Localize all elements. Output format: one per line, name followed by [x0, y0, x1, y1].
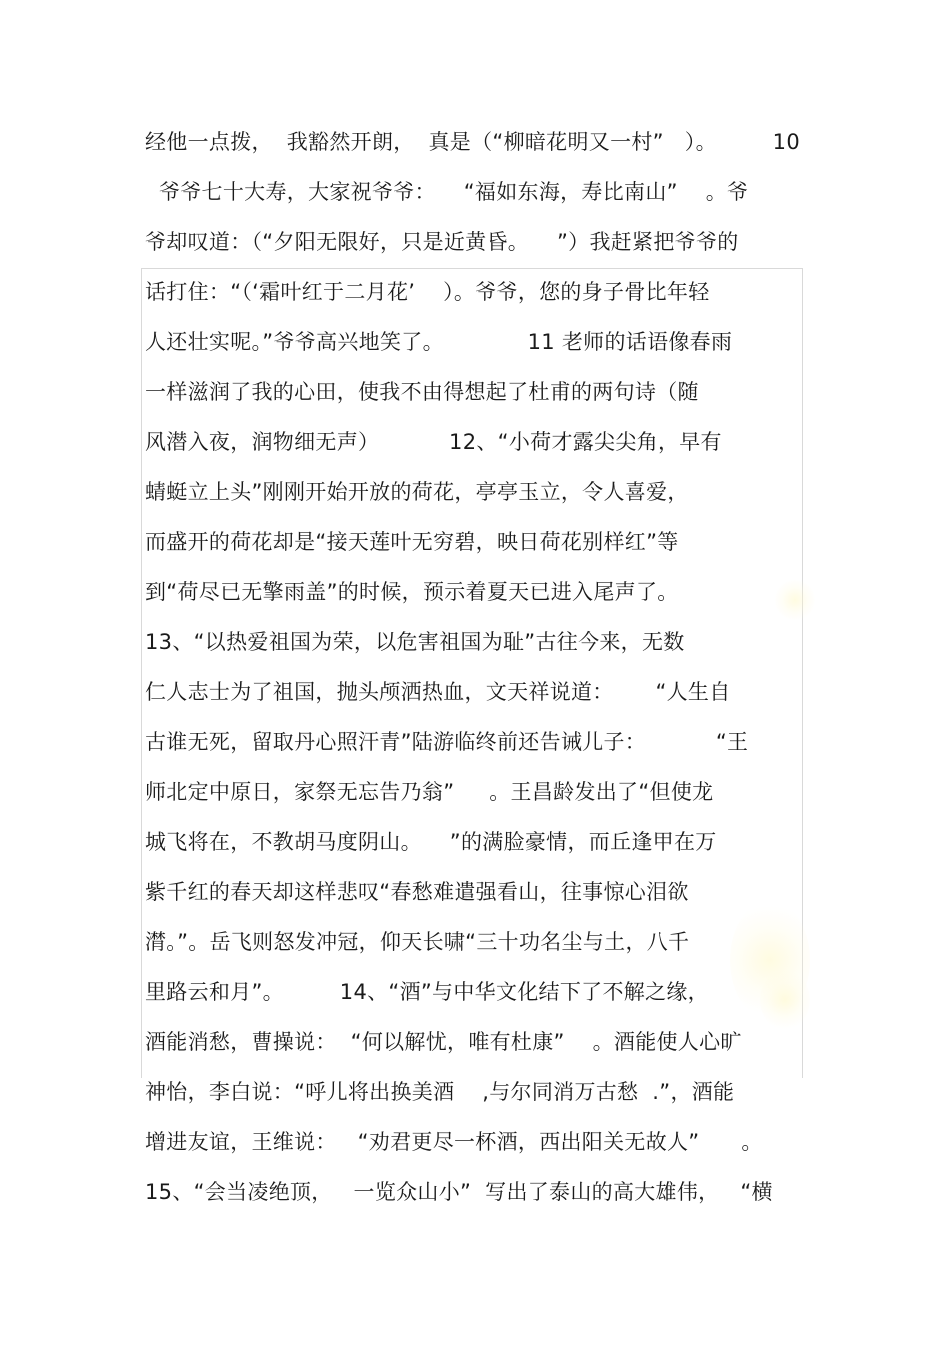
faint-watermark-glow — [760, 970, 810, 1030]
text-line: 爷爷七十大寿，大家祝爷爷： “福如东海，寿比南山” 。爷 — [145, 180, 749, 204]
text-line: 古谁无死，留取丹心照汗青”陆游临终前还告诫儿子： “王 — [145, 730, 749, 754]
text-line: 里路云和月”。 14、“酒”与中华文化结下了不解之缘， — [145, 980, 709, 1004]
text-line: 酒能消愁，曹操说： “何以解忧，唯有杜康” 。酒能使人心旷 — [145, 1030, 742, 1054]
text-line: 爷却叹道：（“夕阳无限好，只是近黄昏。 ”）我赶紧把爷爷的 — [145, 230, 739, 254]
text-line: 潸。”。岳飞则怒发冲冠，仰天长啸“三十功名尘与土，八千 — [145, 930, 690, 954]
text-line: 仁人志士为了祖国，抛头颅洒热血，文天祥说道： “人生自 — [145, 680, 731, 704]
text-line: 经他一点拨， 我豁然开朗， 真是（“柳暗花明又一村” ）。 10 — [145, 130, 801, 154]
text-line: 师北定中原日，家祭无忘告乃翁” 。王昌龄发出了“但使龙 — [145, 780, 714, 804]
text-line: 蜻蜓立上头”刚刚开始开放的荷花，亭亭玉立，令人喜爱， — [145, 480, 689, 504]
text-line: 话打住：“（‘霜叶红于二月花’ ）。爷爷，您的身子骨比年轻 — [145, 280, 710, 304]
text-line: 城飞将在，不教胡马度阴山。 ”的满脸豪情，而丘逢甲在万 — [145, 830, 717, 854]
text-line: 紫千红的春天却这样悲叹“春愁难遣强看山，往事惊心泪欲 — [145, 880, 689, 904]
text-line: 而盛开的荷花却是“接天莲叶无穷碧，映日荷花别样红”等 — [145, 530, 679, 554]
text-line: 一样滋润了我的心田，使我不由得想起了杜甫的两句诗（随 — [145, 380, 699, 404]
text-line: 15、“会当凌绝顶， 一览众山小” 写出了泰山的高大雄伟， “横 — [145, 1180, 773, 1204]
text-line: 风潜入夜，润物细无声） 12、“小荷才露尖尖角，早有 — [145, 430, 722, 454]
faint-watermark-glow — [775, 580, 815, 620]
text-line: 神怡，李白说：“呼儿将出换美酒 ,与尔同消万古愁 .”，酒能 — [145, 1080, 735, 1104]
text-line: 13、“以热爱祖国为荣，以危害祖国为耻”古往今来，无数 — [145, 630, 685, 654]
text-line: 增进友谊，王维说： “劝君更尽一杯酒，西出阳关无故人” 。 — [145, 1130, 763, 1154]
text-line: 人还壮实呢。”爷爷高兴地笑了。 11 老师的话语像春雨 — [145, 330, 733, 354]
text-line: 到“荷尽已无擎雨盖”的时候，预示着夏天已进入尾声了。 — [145, 580, 679, 604]
